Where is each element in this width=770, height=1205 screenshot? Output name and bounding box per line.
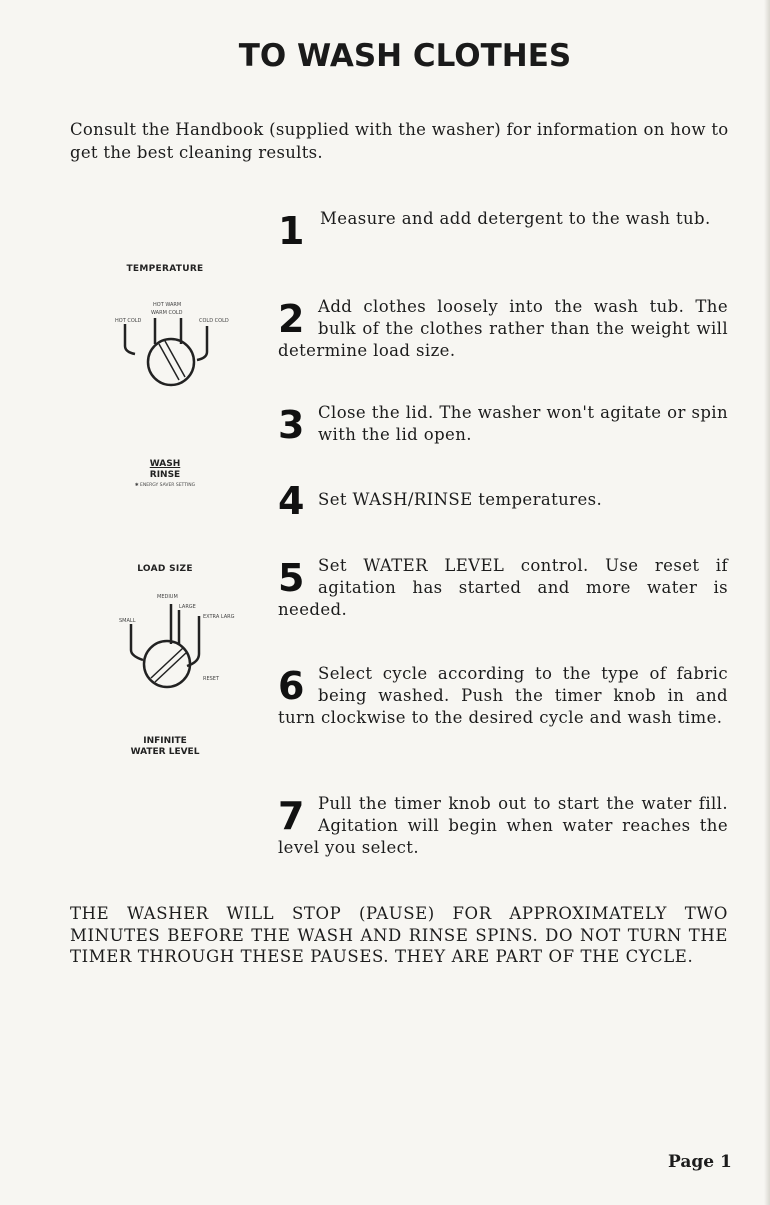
wash-caption: WASH	[149, 459, 181, 469]
load-label-large: LARGE	[179, 604, 196, 610]
temperature-heading: TEMPERATURE	[126, 264, 204, 274]
load-label-small: SMALL	[119, 618, 136, 624]
step-number: 1	[278, 209, 305, 253]
load-size-dial-icon	[95, 574, 235, 694]
step-text: Set WATER LEVEL control. Use reset if agitation has started and more water is needed.	[278, 556, 728, 619]
water-level-caption: WATER LEVEL	[130, 747, 200, 757]
step-3	[278, 402, 728, 446]
temperature-dial-icon	[95, 274, 235, 389]
step-text: Set WASH/RINSE temperatures.	[318, 490, 603, 509]
temperature-dial-figure	[95, 264, 235, 488]
step-text: Add clothes loosely into the wash tub. The bulk of the clothes rather than the weight will determine load size.	[278, 297, 728, 360]
step-number: 4	[278, 479, 305, 523]
step-text: Pull the timer knob out to start the water fill. Agitation will begin when water reaches the level you select.	[278, 794, 728, 857]
step-text: Measure and add detergent to the wash tub.	[320, 209, 711, 228]
infinite-caption: INFINITE	[143, 736, 187, 746]
step-5	[278, 555, 728, 621]
pause-notice: THE WASHER WILL STOP (PAUSE) FOR APPROXIMATELY TWO MINUTES BEFORE THE WASH AND RINSE SPINS. DO NOT TURN THE TIMER THROUGH THESE PAUSES. THEY ARE PART OF THE CYCLE.	[70, 904, 728, 966]
load-size-heading: LOAD SIZE	[137, 564, 193, 574]
load-size-dial-figure	[95, 564, 235, 758]
step-6	[278, 663, 728, 729]
temp-label-warm-cold: WARM COLD	[151, 310, 183, 316]
load-label-extra-large: EXTRA LARGE	[203, 614, 235, 620]
step-text: Close the lid. The washer won't agitate or spin with the lid open.	[318, 403, 728, 444]
step-number: 7	[278, 794, 305, 838]
step-number: 6	[278, 664, 305, 708]
page-number: Page 1	[668, 1152, 732, 1172]
step-1	[278, 208, 728, 253]
temp-label-hot-warm: HOT WARM	[153, 302, 182, 308]
step-text: Select cycle according to the type of fabric being washed. Push the timer knob in and turn clockwise to the desired cycle and wash time.	[278, 664, 728, 727]
energy-saver-note: ✱ ENERGY SAVER SETTING	[134, 483, 196, 488]
step-number: 5	[278, 556, 305, 600]
step-7	[278, 793, 728, 859]
step-number: 2	[278, 297, 305, 341]
intro-paragraph: Consult the Handbook (supplied with the washer) for information on how to get the best cleaning results.	[70, 120, 729, 162]
temp-label-hot-cold: HOT COLD	[115, 318, 142, 324]
step-2	[278, 296, 728, 362]
rinse-caption: RINSE	[149, 470, 181, 480]
page-title: TO WASH CLOTHES	[238, 38, 572, 74]
step-4	[278, 478, 728, 523]
load-label-medium: MEDIUM	[157, 594, 178, 600]
temp-label-cold-cold: COLD COLD	[199, 318, 229, 324]
load-label-reset: RESET	[203, 676, 220, 682]
page-edge	[764, 0, 770, 1205]
step-number: 3	[278, 403, 305, 447]
